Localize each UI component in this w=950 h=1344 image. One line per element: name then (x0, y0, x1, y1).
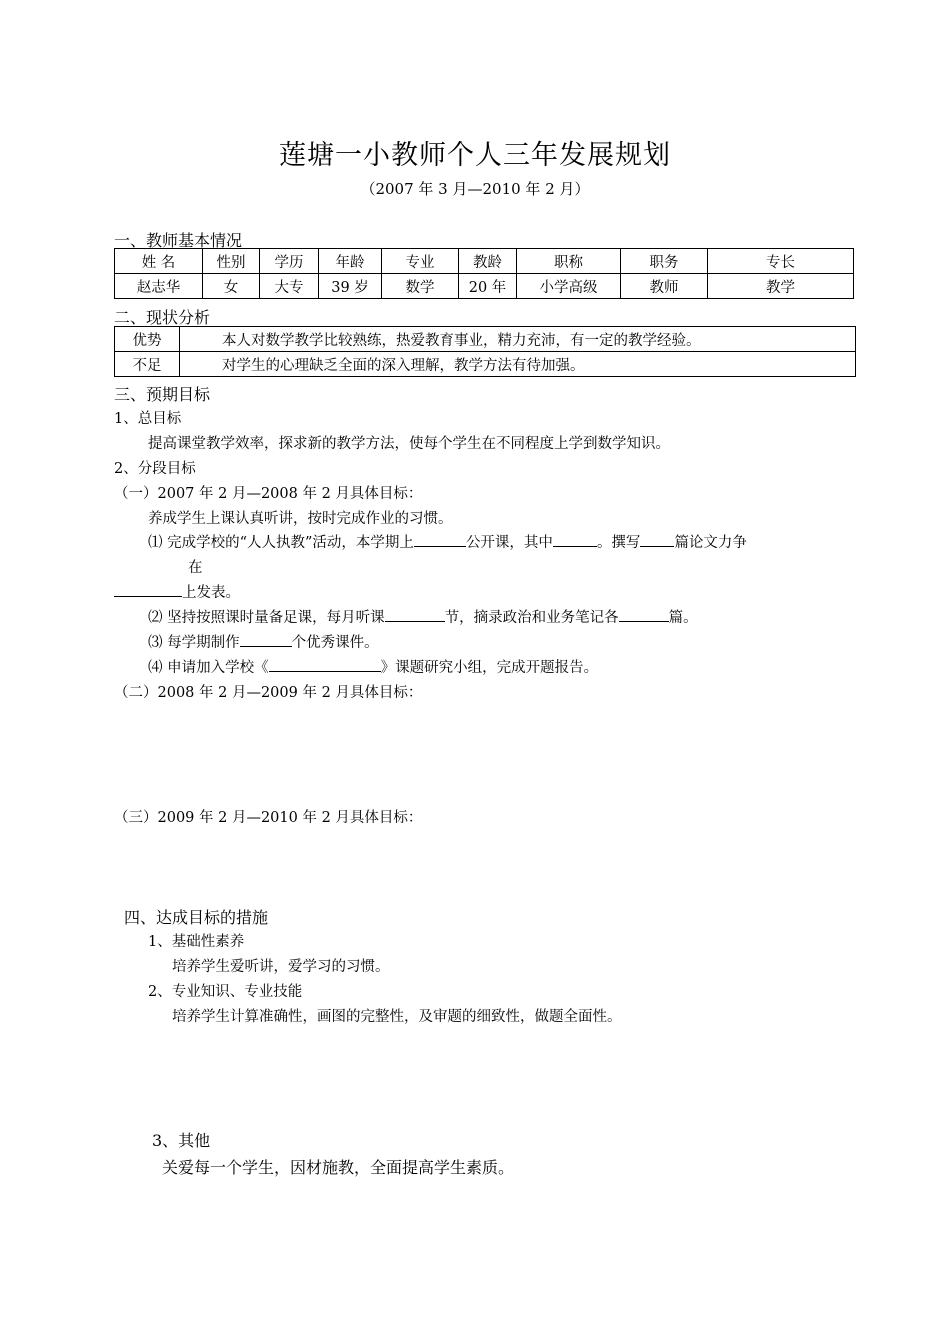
table-cell: 小学高级 (517, 274, 621, 299)
table-row (115, 352, 856, 377)
weakness-text: 对学生的心理缺乏全面的深入理解，教学方法有待加强。 (180, 352, 856, 377)
measure-2-label: 2、专业知识、专业技能 (148, 984, 303, 1000)
header-cell: 性别 (203, 249, 260, 274)
status-analysis-table (114, 326, 856, 377)
table-row (115, 274, 854, 299)
total-goal-label: 1、总目标 (114, 411, 182, 427)
table-cell: 教学 (708, 274, 854, 299)
fill-blank[interactable] (619, 607, 669, 622)
goal-item-1-cont: 上发表。 (114, 581, 240, 602)
section3-heading: 三、预期目标 (114, 385, 211, 404)
header-cell: 年龄 (319, 249, 382, 274)
stage3-title: （三）2009 年 2 月—2010 年 2 月具体目标： (114, 810, 423, 826)
section1-heading: 一、教师基本情况 (114, 231, 243, 250)
measure-1-text: 培养学生爱听讲，爱学习的习惯。 (172, 959, 390, 975)
header-cell: 职称 (517, 249, 621, 274)
stage1-intro: 养成学生上课认真听讲，按时完成作业的习惯。 (148, 511, 453, 527)
measure-3-label: 3、其他 (152, 1131, 211, 1150)
header-cell: 学历 (260, 249, 319, 274)
header-cell: 教龄 (459, 249, 517, 274)
section2-heading: 二、现状分析 (114, 308, 211, 327)
table-cell: 39 岁 (319, 274, 382, 299)
total-goal-text: 提高课堂教学效率，探求新的教学方法，使每个学生在不同程度上学到数学知识。 (148, 436, 670, 452)
table-cell: 教师 (621, 274, 708, 299)
header-cell: 姓 名 (115, 249, 203, 274)
page-subtitle: （2007 年 3 月—2010 年 2 月） (360, 180, 590, 198)
table-cell: 赵志华 (115, 274, 203, 299)
goal-item-3: ⑶ 每学期制作 个优秀课件。 (148, 631, 379, 652)
page-title: 莲塘一小教师个人三年发展规划 (279, 140, 671, 171)
strength-label: 优势 (115, 327, 180, 352)
table-cell: 20 年 (459, 274, 517, 299)
measure-1-label: 1、基础性素养 (148, 934, 245, 950)
fill-blank[interactable] (553, 532, 597, 547)
fill-blank[interactable] (240, 632, 292, 647)
stage1-title: （一）2007 年 2 月—2008 年 2 月具体目标： (114, 486, 423, 502)
table-cell: 大专 (260, 274, 319, 299)
fill-blank[interactable] (640, 532, 674, 547)
fill-blank[interactable] (385, 607, 445, 622)
goal-item-2: ⑵ 坚持按照课时量备足课，每月听课 节，摘录政治和业务笔记各 篇。 (148, 606, 698, 627)
stage-goal-label: 2、分段目标 (114, 461, 196, 477)
header-cell: 专长 (708, 249, 854, 274)
weakness-label: 不足 (115, 352, 180, 377)
table-cell: 数学 (382, 274, 459, 299)
goal-item-1: ⑴ 完成学校的“人人执教”活动，本学期上 公开课，其中 。撰写 篇论文力争 (148, 531, 747, 552)
fill-blank[interactable] (414, 532, 466, 547)
fill-blank[interactable] (114, 582, 182, 597)
table-cell: 女 (203, 274, 260, 299)
table-header-row (115, 249, 854, 274)
section4-heading: 四、达成目标的措施 (124, 908, 269, 927)
goal-item-4: ⑷ 申请加入学校《 》课题研究小组，完成开题报告。 (148, 656, 598, 677)
header-cell: 专业 (382, 249, 459, 274)
teacher-info-table (114, 248, 854, 299)
goal-item-1-wrap: 在 (188, 560, 203, 576)
header-cell: 职务 (621, 249, 708, 274)
measure-2-text: 培养学生计算准确性，画图的完整性，及审题的细致性，做题全面性。 (172, 1009, 622, 1025)
measure-3-text: 关爱每一个学生，因材施教，全面提高学生素质。 (162, 1158, 515, 1177)
table-row (115, 327, 856, 352)
fill-blank[interactable] (269, 657, 381, 672)
stage2-title: （二）2008 年 2 月—2009 年 2 月具体目标： (114, 685, 423, 701)
strength-text: 本人对数学教学比较熟练，热爱教育事业，精力充沛，有一定的教学经验。 (180, 327, 856, 352)
